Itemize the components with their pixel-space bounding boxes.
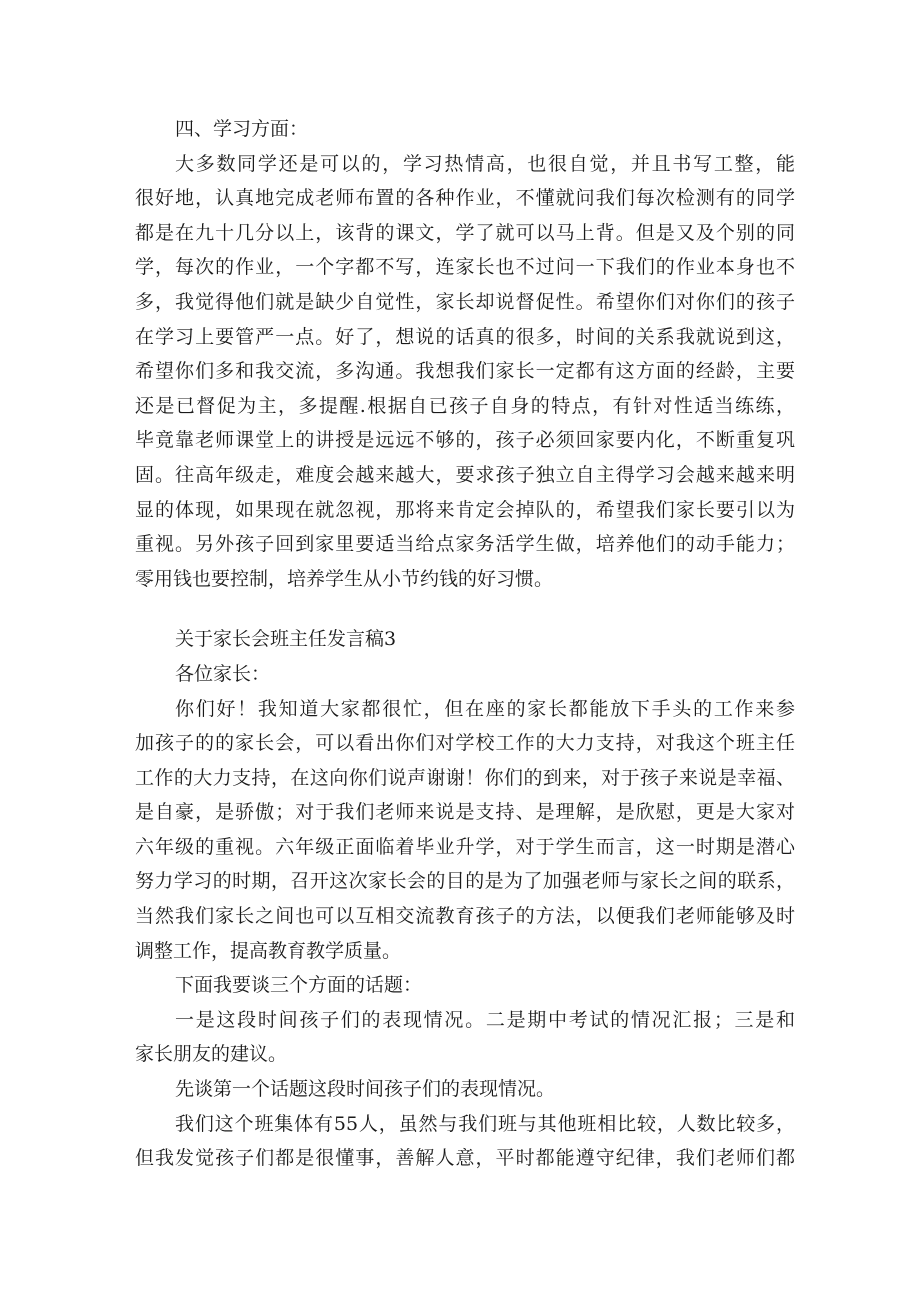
text-line: 是自豪，是骄傲；对于我们老师来说是支持、是理解，是欣慰，更是大家对 — [135, 801, 795, 824]
greeting: 各位家长： — [175, 662, 271, 685]
text-line: 努力学习的时期，召开这次家长会的目的是为了加强老师与家长之间的联系， — [135, 870, 795, 893]
text-line: 加孩子的的家长会，可以看出你们对学校工作的大力支持，对我这个班主任 — [135, 732, 795, 755]
text-line: 在学习上要管严一点。好了，想说的话真的很多，时间的关系我就说到这， — [135, 325, 795, 348]
text-line: 毕竟靠老师课堂上的讲授是远远不够的，孩子必须回家要内化，不断重复巩 — [135, 429, 795, 452]
text-line: 希望你们多和我交流，多沟通。我想我们家长一定都有这方面的经龄，主要 — [135, 360, 795, 383]
text-line: 零用钱也要控制，培养学生从小节约钱的好习惯。 — [135, 567, 554, 590]
text-line: 但我发觉孩子们都是很懂事，善解人意，平时都能遵守纪律，我们老师们都 — [135, 1147, 795, 1170]
text-line: 六年级的重视。六年级正面临着毕业升学，对于学生而言，这一时期是潜心 — [135, 835, 795, 858]
text-line: 还是已督促为主，多提醒.根据自已孩子自身的特点，有针对性适当练练， — [135, 394, 795, 417]
text-line: 大多数同学还是可以的，学习热情高，也很自觉，并且书写工整，能 — [175, 152, 795, 175]
text-line: 家长朋友的建议。 — [135, 1043, 288, 1066]
text-line: 学，每次的作业，一个字都不写，连家长也不过问一下我们的作业本身也不 — [135, 256, 795, 279]
text-line: 固。往高年级走，难度会越来越大，要求孩子独立自主得学习会越来越来明 — [135, 463, 795, 486]
text-line: 多，我觉得他们就是缺少自觉性，家长却说督促性。希望你们对你们的孩子 — [135, 290, 795, 313]
speech-title: 关于家长会班主任发言稿3 — [175, 628, 397, 651]
text-line: 一是这段时间孩子们的表现情况。二是期中考试的情况汇报；三是和 — [175, 1008, 795, 1031]
text-line: 我们这个班集体有55人，虽然与我们班与其他班相比较，人数比较多， — [175, 1112, 795, 1135]
study-paragraph — [135, 147, 795, 597]
section-heading: 四、学习方面： — [175, 118, 309, 140]
welcome-paragraph — [135, 692, 795, 969]
text-line: 重视。另外孩子回到家里要适当给点家务活学生做，培养他们的动手能力； — [135, 533, 795, 556]
first-topic: 先谈第一个话题这段时间孩子们的表现情况。 — [175, 1078, 556, 1101]
class-paragraph — [135, 1107, 795, 1176]
text-line: 当然我们家长之间也可以互相交流教育孩子的方法，以便我们老师能够及时 — [135, 905, 795, 928]
text-line: 很好地，认真地完成老师布置的各种作业，不懂就问我们每次检测有的同学 — [135, 187, 795, 210]
topics-paragraph — [135, 1003, 795, 1072]
text-line: 工作的大力支持，在这向你们说声谢谢！你们的到来，对于孩子来说是幸福、 — [135, 766, 795, 789]
text-line: 你们好！我知道大家都很忙，但在座的家长都能放下手头的工作来参 — [175, 697, 795, 720]
text-line: 显的体现，如果现在就忽视，那将来肯定会掉队的，希望我们家长要引以为 — [135, 498, 795, 521]
topics-intro: 下面我要谈三个方面的话题： — [175, 974, 423, 997]
text-line: 调整工作，提高教育教学质量。 — [135, 939, 402, 962]
document-page — [135, 112, 795, 1176]
text-line: 都是在九十几分以上，该背的课文，学了就可以马上背。但是又及个别的同 — [135, 221, 795, 244]
